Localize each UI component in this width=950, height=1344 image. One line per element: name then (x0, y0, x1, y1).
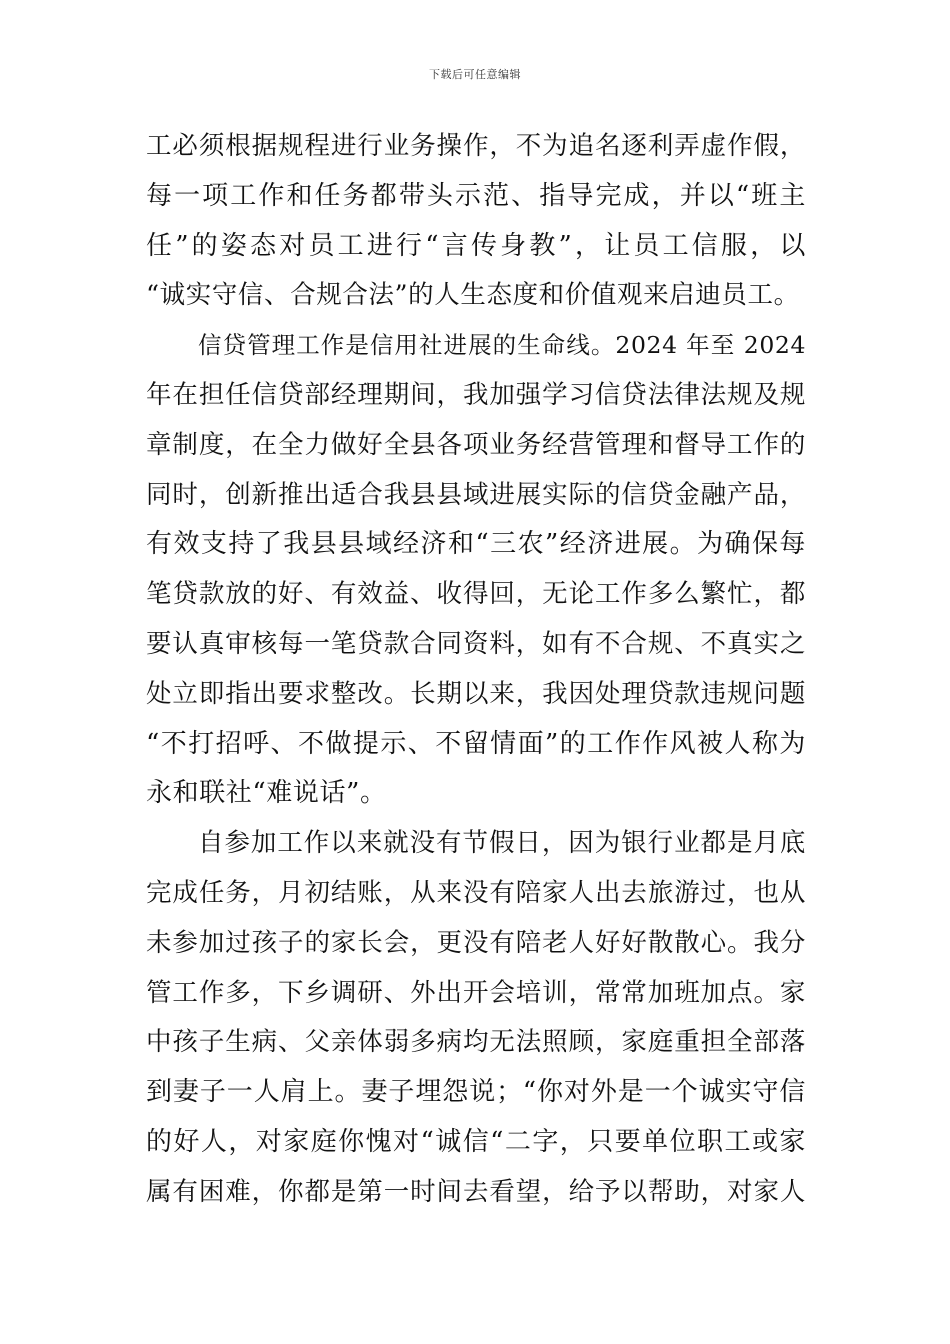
text-line: 信贷管理工作是信用社进展的生命线。2024 年至 2024 (198, 331, 806, 360)
body-text (146, 122, 806, 1218)
text-line: 的好人，对家庭你愧对“诚信“二字，只要单位职工或家 (146, 1126, 806, 1157)
text-line: 完成任务，月初结账，从来没有陪家人出去旅游过，也从 (146, 877, 806, 908)
text-line: 章制度，在全力做好全县各项业务经营管理和督导工作的 (146, 429, 806, 460)
text-line: 管工作多，下乡调研、外出开会培训，常常加班加点。家 (146, 977, 806, 1008)
text-line: 中孩子生病、父亲体弱多病均无法照顾，家庭重担全部落 (146, 1027, 806, 1058)
text-line: “不打招呼、不做提示、不留情面”的工作作风被人称为 (146, 728, 806, 759)
page-header: 下载后可任意编辑 (429, 68, 521, 81)
text-line: 自参加工作以来就没有节假日，因为银行业都是月底 (198, 828, 806, 859)
text-line: 未参加过孩子的家长会，更没有陪老人好好散散心。我分 (146, 927, 806, 958)
text-line: 处立即指出要求整改。长期以来，我因处理贷款违规问题 (146, 678, 806, 709)
text-line: 年在担任信贷部经理期间，我加强学习信贷法律法规及规 (146, 379, 806, 410)
text-line: 笔贷款放的好、有效益、收得回，无论工作多么繁忙，都 (146, 579, 806, 610)
text-line: 每一项工作和任务都带头示范、指导完成，并以“班主 (146, 180, 806, 211)
text-line: 永和联社“难说话”。 (146, 778, 387, 809)
text-line: 要认真审核每一笔贷款合同资料，如有不合规、不真实之 (146, 628, 806, 659)
text-line: 属有困难，你都是第一时间去看望，给予以帮助，对家人 (146, 1176, 806, 1207)
text-line: 工必须根据规程进行业务操作，不为追名逐利弄虚作假， (146, 131, 806, 161)
text-line: 同时，创新推出适合我县县域进展实际的信贷金融产品， (146, 479, 806, 510)
text-line: 有效支持了我县县域经济和“三农”经济进展。为确保每 (146, 529, 806, 560)
text-line: 到妻子一人肩上。妻子埋怨说；“你对外是一个诚实守信 (146, 1077, 806, 1108)
text-line: 任”的姿态对员工进行“言传身教”，让员工信服，以 (146, 230, 806, 261)
text-line: “诚实守信、合规合法”的人生态度和价值观来启迪员工。 (146, 280, 800, 311)
